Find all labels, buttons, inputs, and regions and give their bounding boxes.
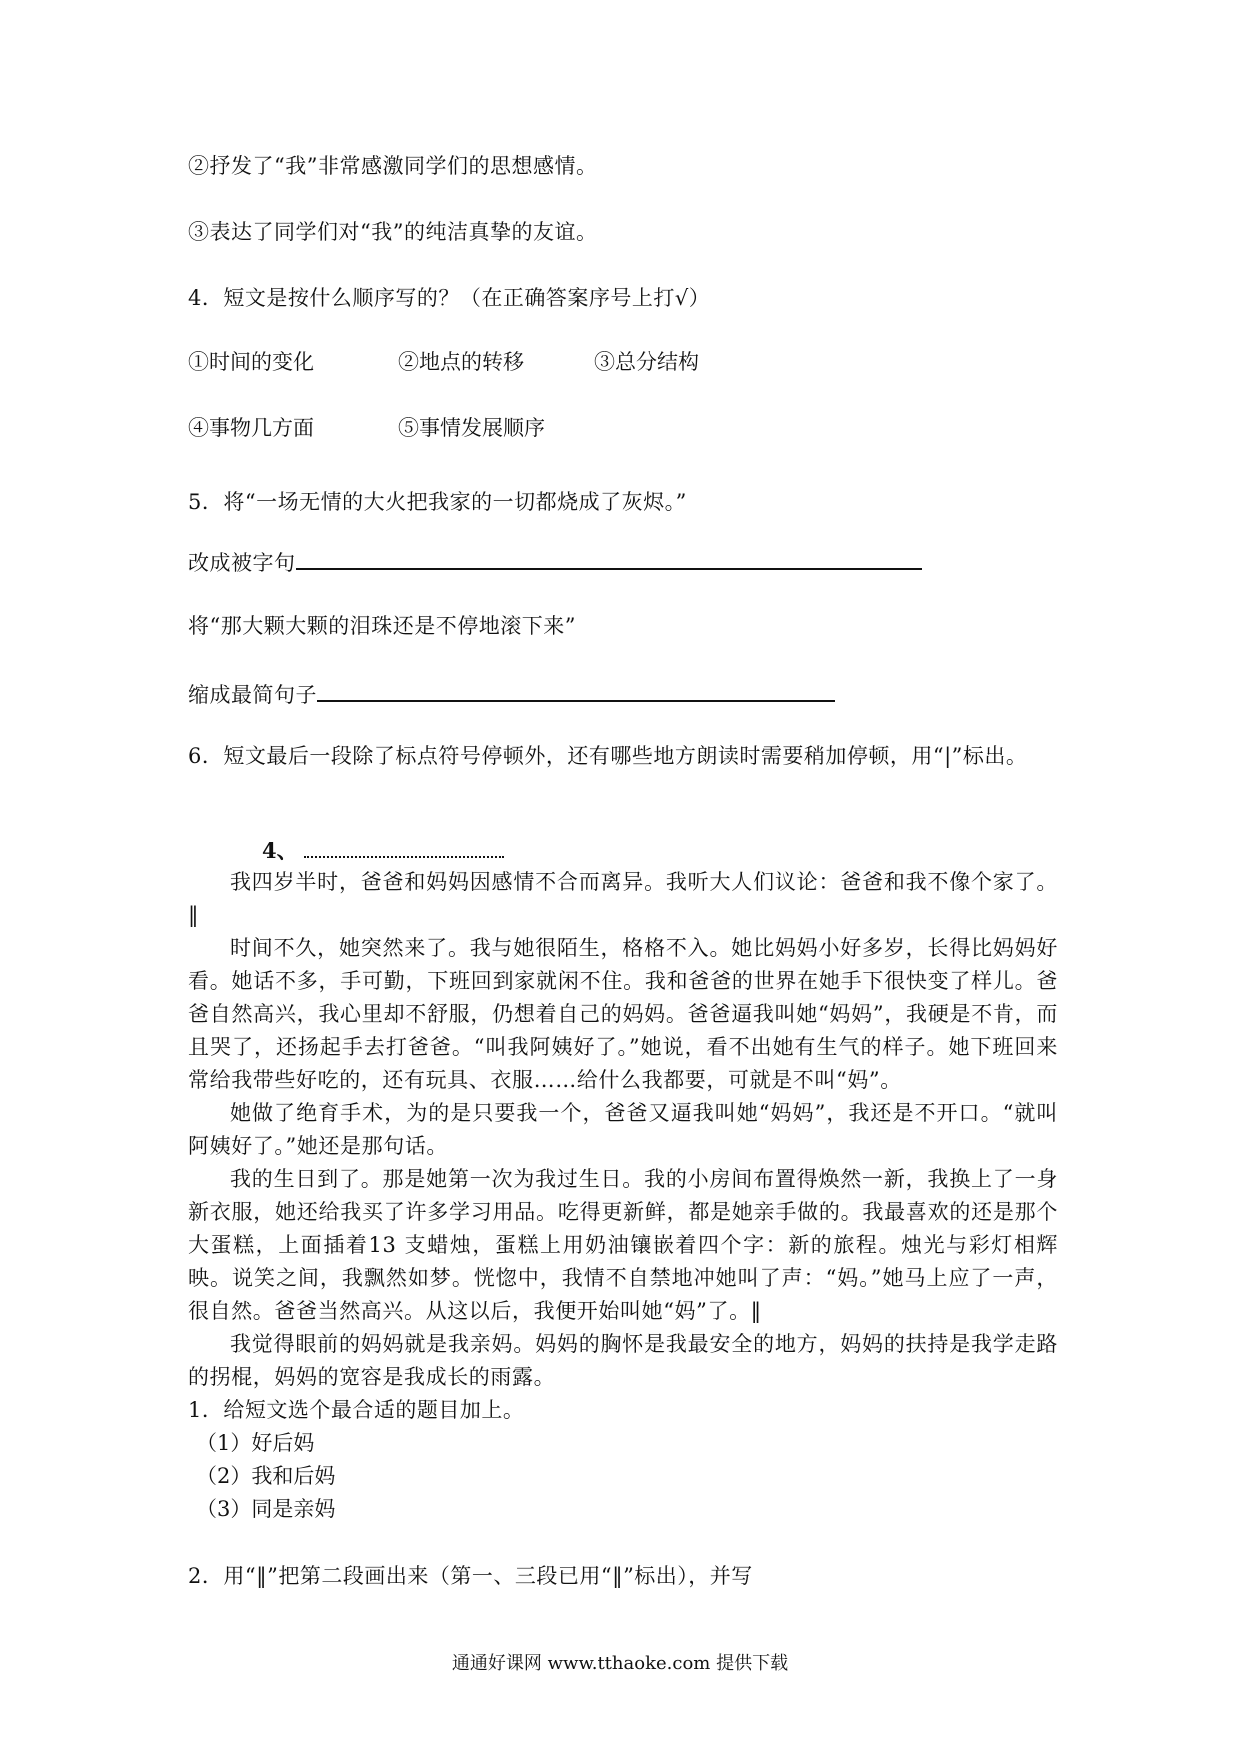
q5-passive-answer-line[interactable] bbox=[296, 546, 922, 570]
q5-passive-label: 改成被字句 bbox=[188, 551, 296, 575]
section-4-heading bbox=[262, 836, 504, 865]
passage-paragraph-2: 时间不久，她突然来了。我与她很陌生，格格不入。她比妈妈小好多岁，长得比妈妈好看。她话不多，手可勤，下班回到家就闲不住。我和爸爸的世界在她手下很快变了样儿。爸爸自然高兴，我心里却不舒服，仍想着自己的妈妈。爸爸逼我叫她“妈妈”，我硬是不肯，而且哭了，还扬起手去打爸爸。“叫我阿姨好了。”她说，看不出她有生气的样子。她下班回来常给我带些好吃的，还有玩具、衣服……给什么我都要，可就是不叫“妈”。 bbox=[188, 936, 1058, 1092]
section-4-title-blank[interactable] bbox=[304, 836, 504, 858]
passage-paragraph-4: 我的生日到了。那是她第一次为我过生日。我的小房间布置得焕然一新，我换上了一身新衣服，她还给我买了许多学习用品。吃得更新鲜，都是她亲手做的。我最喜欢的还是那个大蛋糕，上面插着13 支蜡烛，蛋糕上用奶油镶嵌着四个字：新的旅程。烛光与彩灯相辉映。说笑之间，我飘然如梦。恍惚中，我情不自禁地冲她叫了声：“妈。”她马上应了一声，很自然。爸爸当然高兴。从这以后，我便开始叫她“妈”了。‖ bbox=[188, 1167, 1058, 1323]
page-footer: 通通好课网 www.tthaoke.com 提供下载 bbox=[451, 1653, 789, 1674]
q5-prompt: 5．将“一场无情的大火把我家的一切都烧成了灰烬。” bbox=[188, 490, 687, 514]
passage-paragraph-3: 她做了绝育手术，为的是只要我一个，爸爸又逼我叫她“妈妈”，我还是不开口。“就叫阿姨好了。”她还是那句话。 bbox=[188, 1101, 1058, 1158]
q4-option-5: ⑤事情发展顺序 bbox=[398, 416, 545, 440]
s4-q1-choice-3: （3）同是亲妈 bbox=[196, 1497, 336, 1521]
q4-prompt: 4．短文是按什么顺序写的？（在正确答案序号上打√） bbox=[188, 286, 711, 310]
s4-q1-choice-1: （1）好后妈 bbox=[196, 1431, 315, 1455]
q4-option-4: ④事物几方面 bbox=[188, 416, 314, 440]
q5-shorten-label: 缩成最简句子 bbox=[188, 683, 317, 707]
q5-passive-row bbox=[188, 546, 922, 577]
q4-option-2: ②地点的转移 bbox=[398, 350, 524, 374]
q3-option-2: ②抒发了“我”非常感激同学们的思想感情。 bbox=[188, 154, 598, 178]
q4-option-3: ③总分结构 bbox=[594, 350, 699, 374]
section-4-passage bbox=[188, 866, 1058, 1394]
s4-q1-choice-2: （2）我和后妈 bbox=[196, 1464, 336, 1488]
q5-shorten-row bbox=[188, 678, 835, 709]
passage-paragraph-5: 我觉得眼前的妈妈就是我亲妈。妈妈的胸怀是我最安全的地方，妈妈的扶持是我学走路的拐棍，妈妈的宽容是我成长的雨露。 bbox=[188, 1332, 1058, 1389]
q5-sentence-2: 将“那大颗大颗的泪珠还是不停地滚下来” bbox=[188, 614, 576, 638]
q6-prompt: 6．短文最后一段除了标点符号停顿外，还有哪些地方朗读时需要稍加停顿，用“|”标出。 bbox=[188, 744, 1028, 768]
s4-q2-prompt: 2．用“‖”把第二段画出来（第一、三段已用“‖”标出），并写 bbox=[188, 1564, 753, 1588]
s4-q1-prompt: 1．给短文选个最合适的题目加上。 bbox=[188, 1398, 525, 1422]
q4-option-1: ①时间的变化 bbox=[188, 350, 314, 374]
section-4-number: 4、 bbox=[262, 838, 298, 863]
passage-paragraph-1: 我四岁半时，爸爸和妈妈因感情不合而离异。我听大人们议论：爸爸和我不像个家了。‖ bbox=[188, 870, 1058, 927]
q3-option-3: ③表达了同学们对“我”的纯洁真挚的友谊。 bbox=[188, 220, 598, 244]
q5-shorten-answer-line[interactable] bbox=[317, 678, 835, 702]
